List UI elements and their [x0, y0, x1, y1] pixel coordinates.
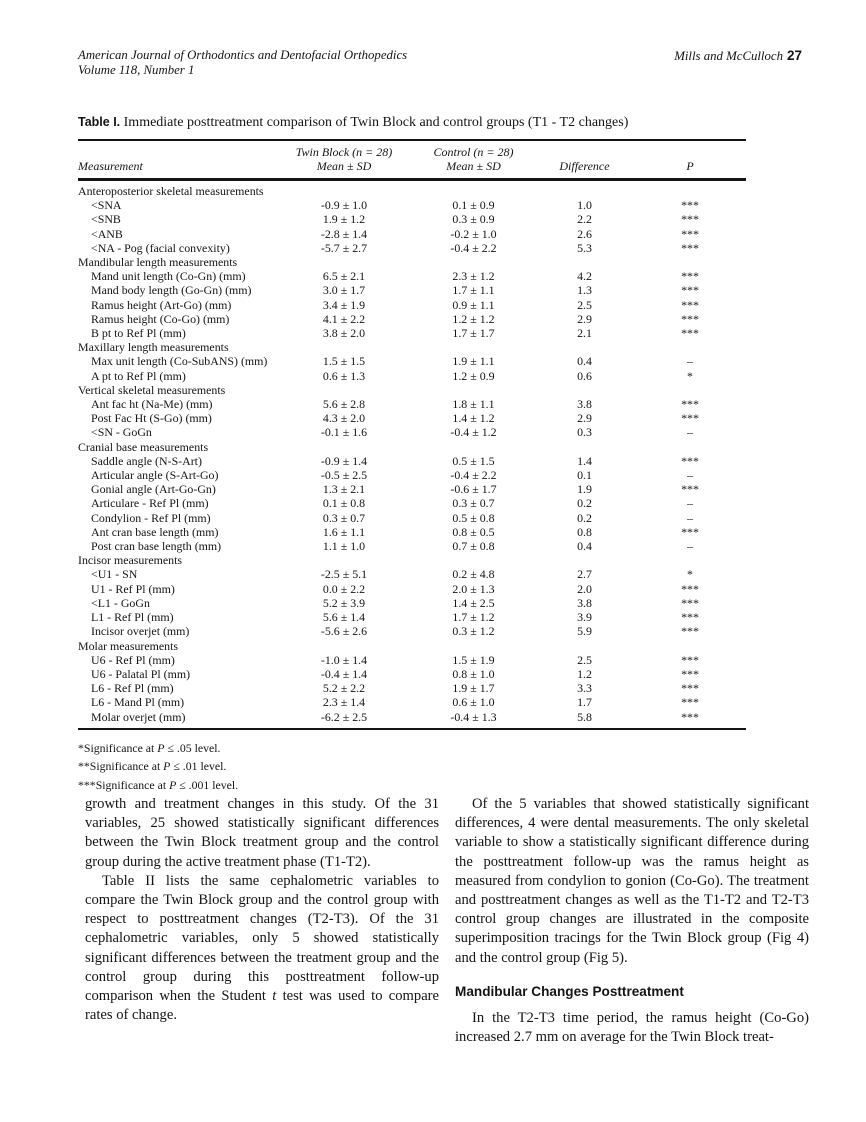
section-label: Maxillary length measurements: [78, 340, 229, 355]
control-cell: 0.3 ± 0.9: [452, 212, 495, 227]
control-cell: 1.4 ± 1.2: [452, 411, 495, 426]
control-cell: -0.4 ± 2.2: [450, 468, 497, 483]
authors-text: Mills and McCulloch: [674, 49, 783, 63]
control-cell: 0.5 ± 1.5: [452, 453, 495, 468]
p-value-cell: ***: [681, 311, 699, 326]
difference-cell: 0.2: [577, 510, 592, 525]
measurement-cell: Max unit length (Co-SubANS) (mm): [91, 354, 268, 369]
twin-block-cell: 0.1 ± 0.8: [322, 496, 366, 511]
p-value-cell: ***: [681, 681, 699, 696]
twin-block-cell: 0.3 ± 0.7: [322, 510, 366, 525]
p-value-cell: ***: [681, 411, 699, 426]
control-cell: 0.2 ± 4.8: [452, 567, 495, 582]
right-column: [455, 795, 809, 1047]
measurement-cell: U1 - Ref Pl (mm): [91, 581, 175, 596]
table-section-row: [78, 340, 746, 354]
p-value-cell: ***: [681, 581, 699, 596]
measurement-cell: Condylion - Ref Pl (mm): [91, 510, 211, 525]
p-value-cell: –: [687, 510, 693, 525]
table-row: [78, 298, 746, 312]
table-label: Table I.: [78, 115, 121, 129]
table-section-row: [78, 184, 746, 198]
p-value-cell: ***: [681, 524, 699, 539]
table-row: [78, 695, 746, 709]
measurement-cell: <SNB: [91, 212, 121, 227]
measurement-cell: <NA - Pog (facial convexity): [91, 240, 230, 255]
table-row: [78, 681, 746, 695]
p-value-cell: ***: [681, 240, 699, 255]
p-value-cell: –: [687, 496, 693, 511]
measurement-cell: <U1 - SN: [91, 567, 138, 582]
p-value-cell: ***: [681, 695, 699, 710]
difference-cell: 3.8: [577, 595, 592, 610]
control-cell: 0.9 ± 1.1: [452, 297, 495, 312]
table-row: [78, 454, 746, 468]
difference-cell: 2.5: [577, 297, 592, 312]
difference-cell: 1.9: [577, 482, 592, 497]
measurement-cell: Ramus height (Co-Go) (mm): [91, 311, 230, 326]
p-value-cell: ***: [681, 595, 699, 610]
twin-block-cell: 5.6 ± 2.8: [322, 397, 366, 412]
section-label: Vertical skeletal measurements: [78, 382, 226, 397]
measurement-cell: Articular angle (S-Art-Go): [91, 468, 219, 483]
control-cell: -0.4 ± 1.3: [450, 709, 497, 724]
difference-cell: 2.0: [577, 581, 592, 596]
difference-cell: 0.1: [577, 468, 592, 483]
measurement-cell: <SNA: [91, 198, 122, 213]
control-cell: 0.3 ± 1.2: [452, 624, 495, 639]
control-cell: 1.9 ± 1.1: [452, 354, 495, 369]
table-row: [78, 525, 746, 539]
control-cell: 1.5 ± 1.9: [452, 652, 495, 667]
left-column: [85, 795, 439, 1047]
measurement-cell: L6 - Ref Pl (mm): [91, 681, 174, 696]
control-cell: -0.4 ± 1.2: [450, 425, 497, 440]
twin-block-cell: 3.4 ± 1.9: [322, 297, 366, 312]
table-row: [78, 567, 746, 581]
control-cell: 2.0 ± 1.3: [452, 581, 495, 596]
control-cell: 0.6 ± 1.0: [452, 695, 495, 710]
journal-title: American Journal of Orthodontics and Dentofacial Orthopedics: [78, 48, 408, 62]
section-heading: Mandibular Changes Posttreatment: [455, 983, 684, 999]
twin-block-cell: -6.2 ± 2.5: [320, 709, 368, 724]
measurement-cell: U6 - Palatal Pl (mm): [91, 666, 191, 681]
twin-block-cell: 5.6 ± 1.4: [322, 610, 366, 625]
control-cell: 1.2 ± 0.9: [452, 368, 495, 383]
measurement-cell: A pt to Ref Pl (mm): [91, 368, 186, 383]
table-section-row: [78, 255, 746, 269]
p-value-cell: ***: [681, 482, 699, 497]
difference-cell: 0.6: [577, 368, 592, 383]
p-value-cell: ***: [681, 709, 699, 724]
difference-cell: 0.3: [577, 425, 592, 440]
table-row: [78, 212, 746, 226]
table-caption: [78, 113, 746, 132]
table-row: [78, 198, 746, 212]
twin-block-cell: -0.9 ± 1.4: [320, 453, 368, 468]
difference-cell: 0.4: [577, 539, 592, 554]
p-value-cell: ***: [681, 666, 699, 681]
twin-block-cell: 0.6 ± 1.3: [322, 368, 366, 383]
table-row: [78, 227, 746, 241]
measurement-cell: Mand unit length (Co-Gn) (mm): [91, 269, 246, 284]
control-cell: 0.1 ± 0.9: [452, 198, 495, 213]
control-cell: 1.9 ± 1.7: [452, 681, 495, 696]
control-cell: -0.4 ± 2.2: [450, 240, 497, 255]
p-value-cell: *: [687, 368, 693, 383]
section-label: Incisor measurements: [78, 553, 183, 568]
control-cell: 1.8 ± 1.1: [452, 397, 495, 412]
twin-block-cell: -0.9 ± 1.0: [320, 198, 368, 213]
table-title: Immediate posttreatment comparison of Twin Block and control groups (T1 - T2 changes): [123, 115, 629, 130]
control-cell: 0.3 ± 0.7: [452, 496, 495, 511]
twin-block-cell: -0.5 ± 2.5: [320, 468, 368, 483]
twin-block-cell: 1.5 ± 1.5: [322, 354, 366, 369]
difference-cell: 1.4: [577, 453, 592, 468]
twin-block-cell: 4.3 ± 2.0: [322, 411, 366, 426]
twin-block-cell: 0.0 ± 2.2: [322, 581, 366, 596]
section-label: Cranial base measurements: [78, 439, 209, 454]
table-row: [78, 411, 746, 425]
difference-cell: 1.3: [577, 283, 592, 298]
twin-block-cell: 1.9 ± 1.2: [322, 212, 366, 227]
twin-block-cell: 4.1 ± 2.2: [322, 311, 366, 326]
measurement-cell: U6 - Ref Pl (mm): [91, 652, 175, 667]
table-section-row: [78, 440, 746, 454]
difference-cell: 0.8: [577, 524, 592, 539]
table-row: [78, 710, 746, 724]
twin-block-cell: -2.5 ± 5.1: [320, 567, 368, 582]
section-label: Anteroposterior skeletal measurements: [78, 184, 264, 198]
p-value-cell: ***: [681, 624, 699, 639]
twin-block-cell: 1.6 ± 1.1: [322, 524, 366, 539]
measurement-cell: Ant cran base length (mm): [91, 524, 219, 539]
control-cell: 2.3 ± 1.2: [452, 269, 495, 284]
paragraph: In the T2-T3 time period, the ramus height (Co-Go) increased 2.7 mm on average for the Twin Block treat-: [455, 1010, 809, 1046]
difference-cell: 5.9: [577, 624, 592, 639]
control-cell: 0.8 ± 0.5: [452, 524, 495, 539]
p-value-cell: –: [687, 354, 693, 369]
control-cell: 1.4 ± 2.5: [452, 595, 495, 610]
measurement-cell: Articulare - Ref Pl (mm): [91, 496, 209, 511]
table-row: [78, 354, 746, 368]
measurement-cell: Ant fac ht (Na-Me) (mm): [91, 397, 213, 412]
p-value-cell: ***: [681, 397, 699, 412]
difference-cell: 0.2: [577, 496, 592, 511]
p-value-cell: –: [687, 539, 693, 554]
twin-block-cell: 6.5 ± 2.1: [322, 269, 366, 284]
control-cell: -0.2 ± 1.0: [450, 226, 497, 241]
twin-block-cell: 3.0 ± 1.7: [322, 283, 366, 298]
difference-cell: 3.8: [577, 397, 592, 412]
p-value-cell: *: [687, 567, 693, 582]
table-row: [78, 624, 746, 638]
control-cell: -0.6 ± 1.7: [450, 482, 497, 497]
measurement-cell: <L1 - GoGn: [91, 595, 150, 610]
twin-block-cell: -5.6 ± 2.6: [320, 624, 368, 639]
p-value-cell: ***: [681, 652, 699, 667]
measurement-cell: <SN - GoGn: [91, 425, 152, 440]
difference-cell: 2.1: [577, 326, 592, 341]
col-header-twin-block: Twin Block (n = 28) Mean ± SD: [295, 145, 393, 173]
table-footnote: **Significance at P ≤ .01 level.: [78, 759, 227, 774]
table-row: [78, 312, 746, 326]
article-body: [85, 795, 809, 1047]
table-row: [78, 369, 746, 383]
col-header-difference: Difference: [559, 159, 610, 173]
difference-cell: 1.2: [577, 666, 592, 681]
table-row: [78, 539, 746, 553]
twin-block-cell: 3.8 ± 2.0: [322, 326, 366, 341]
measurement-cell: Incisor overjet (mm): [91, 624, 190, 639]
p-value-cell: ***: [681, 297, 699, 312]
table-footnotes: [78, 739, 746, 795]
table-row: [78, 610, 746, 624]
twin-block-cell: 1.3 ± 2.1: [322, 482, 366, 497]
measurement-cell: Ramus height (Art-Go) (mm): [91, 297, 232, 312]
col-header-control: Control (n = 28) Mean ± SD: [433, 145, 514, 173]
difference-cell: 2.9: [577, 411, 592, 426]
table-header-row: [78, 141, 746, 181]
p-value-cell: ***: [681, 283, 699, 298]
journal-info: [78, 48, 407, 78]
p-value-cell: ***: [681, 269, 699, 284]
p-value-cell: –: [687, 468, 693, 483]
table-row: [78, 511, 746, 525]
table-row: [78, 653, 746, 667]
measurement-cell: Saddle angle (N-S-Art): [91, 453, 202, 468]
table-row: [78, 468, 746, 482]
table-row: [78, 667, 746, 681]
table-footnote: *Significance at P ≤ .05 level.: [78, 740, 221, 755]
twin-block-cell: 1.1 ± 1.0: [322, 539, 366, 554]
difference-cell: 2.7: [577, 567, 592, 582]
p-value-cell: –: [687, 425, 693, 440]
difference-cell: 0.4: [577, 354, 592, 369]
table-row: [78, 482, 746, 496]
running-authors: [674, 48, 802, 64]
table-row: [78, 283, 746, 297]
p-value-cell: ***: [681, 212, 699, 227]
p-value-cell: ***: [681, 326, 699, 341]
table-row: [78, 269, 746, 283]
paragraph: growth and treatment changes in this study. Of the 31 variables, 25 showed statistically significant differences between the Twin Block treatment group and the control group during the active treatment phase (T1-T2).: [85, 796, 439, 870]
table-section-row: [78, 639, 746, 653]
table-1: [78, 113, 746, 794]
difference-cell: 2.6: [577, 226, 592, 241]
table-section-row: [78, 383, 746, 397]
difference-cell: 3.3: [577, 681, 592, 696]
difference-cell: 4.2: [577, 269, 592, 284]
section-label: Molar measurements: [78, 638, 179, 653]
running-head: [78, 48, 802, 78]
paragraph: Of the 5 variables that showed statistically significant differences, 4 were dental measurements. The only skeletal variable to show a statistically significant difference during the posttreatment follow-up was the ramus height as measured from condylion to gonion (Co-Go). The treatment and posttreatment changes as well as the T1-T2 and T2-T3 control group changes are illustrated in the composite superimposition tracings for the Twin Block group (Fig 4) and the control group (Fig 5).: [455, 796, 809, 966]
twin-block-cell: -0.1 ± 1.6: [320, 425, 368, 440]
control-cell: 0.5 ± 0.8: [452, 510, 495, 525]
p-value-cell: ***: [681, 453, 699, 468]
twin-block-cell: -0.4 ± 1.4: [320, 666, 368, 681]
p-value-cell: ***: [681, 198, 699, 213]
measurement-cell: Post cran base length (mm): [91, 539, 222, 554]
paragraph: Table II lists the same cephalometric variables to compare the Twin Block group and the control group with respect to posttreatment changes (T2-T3). Of the 31 cephalometric variables, only 5 showed statistically significant differences between the treatment group and the control group during this posttreatment follow-up comparison when the Student t test was used to compare rates of change.: [85, 872, 440, 1024]
table-row: [78, 326, 746, 340]
difference-cell: 5.8: [577, 709, 592, 724]
difference-cell: 5.3: [577, 240, 592, 255]
table-body: [78, 181, 746, 730]
measurement-cell: Molar overjet (mm): [91, 709, 186, 724]
table-footnote: ***Significance at P ≤ .001 level.: [78, 777, 239, 792]
control-cell: 0.8 ± 1.0: [452, 666, 495, 681]
table-row: [78, 582, 746, 596]
measurement-cell: Post Fac Ht (S-Go) (mm): [91, 411, 212, 426]
table-row: [78, 496, 746, 510]
section-label: Mandibular length measurements: [78, 255, 238, 270]
twin-block-cell: -2.8 ± 1.4: [320, 226, 368, 241]
difference-cell: 2.9: [577, 311, 592, 326]
table-row: [78, 596, 746, 610]
measurement-cell: B pt to Ref Pl (mm): [91, 326, 186, 341]
p-value-cell: ***: [681, 610, 699, 625]
control-cell: 1.2 ± 1.2: [452, 311, 495, 326]
table-row: [78, 425, 746, 439]
col-header-p: P: [686, 159, 694, 173]
twin-block-cell: 2.3 ± 1.4: [322, 695, 366, 710]
measurement-cell: Mand body length (Go-Gn) (mm): [91, 283, 252, 298]
table-section-row: [78, 553, 746, 567]
control-cell: 1.7 ± 1.1: [452, 283, 495, 298]
measurement-cell: L6 - Mand Pl (mm): [91, 695, 185, 710]
page-number: 27: [786, 48, 802, 63]
measurement-cell: L1 - Ref Pl (mm): [91, 610, 174, 625]
table-row: [78, 397, 746, 411]
control-cell: 1.7 ± 1.7: [452, 326, 495, 341]
control-cell: 1.7 ± 1.2: [452, 610, 495, 625]
twin-block-cell: 5.2 ± 2.2: [322, 681, 366, 696]
control-cell: 0.7 ± 0.8: [452, 539, 495, 554]
measurement-cell: <ANB: [91, 226, 123, 241]
measurement-cell: Gonial angle (Art-Go-Gn): [91, 482, 216, 497]
difference-cell: 2.5: [577, 652, 592, 667]
journal-volume: Volume 118, Number 1: [78, 63, 195, 77]
col-header-measurement: Measurement: [78, 159, 143, 173]
difference-cell: 1.7: [577, 695, 592, 710]
twin-block-cell: -1.0 ± 1.4: [320, 652, 368, 667]
difference-cell: 3.9: [577, 610, 592, 625]
table-row: [78, 241, 746, 255]
difference-cell: 2.2: [577, 212, 592, 227]
difference-cell: 1.0: [577, 198, 592, 213]
twin-block-cell: 5.2 ± 3.9: [322, 595, 366, 610]
p-value-cell: ***: [681, 226, 699, 241]
twin-block-cell: -5.7 ± 2.7: [320, 240, 368, 255]
